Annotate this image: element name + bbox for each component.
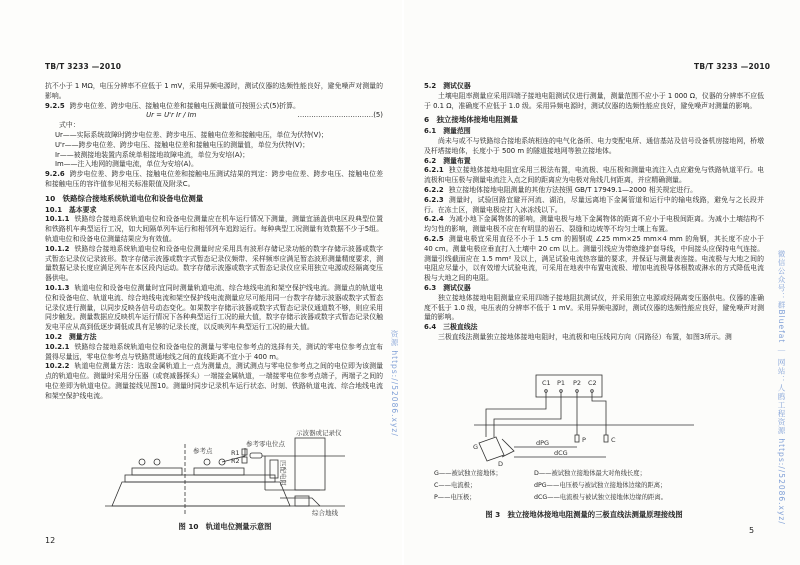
clause-text: 铁路综合接地系统轨道电位和设备电位测量时应采用具有波形存储记录功能的数字存储示波器或数字式暂态记录仪记录波形。数字存储示波器或数字式暂态记录仪频带、采样频率应满足暂态波形测量精度要求，测量数据记录长度应满足列车在本区段内运动。数字存储示波器或数字式暂态记录仪应采用独立电源或经隔离变压器供电。 — [45, 244, 383, 283]
clause-number: 10.1.2 — [45, 244, 70, 253]
clause-number: 6.2.4 — [424, 215, 444, 224]
legend-item: dPG——电压极与被试独立接地体边缘的距离； — [534, 482, 667, 489]
clause-number: 9.2.5 — [45, 101, 65, 110]
clause-number: 9.2.6 — [45, 170, 65, 179]
figure-legend-left — [434, 468, 502, 504]
clause-number: 10.2.1 — [45, 342, 70, 351]
definition-item: Im——注入地网的测量电流，单位为安培(A)。 — [55, 160, 198, 169]
clause-number: 6.2.2 — [424, 185, 444, 194]
terminal-p2: P2 — [573, 379, 582, 387]
clause-number: 10.1.1 — [45, 215, 70, 224]
formula-number: ……………………………(5) — [297, 111, 383, 120]
paragraph: 独立接地体接地电阻测量应采用四端子接地阻抗测试仪，并采用独立电源或经隔离变压器供电。仪器的准确度不低于 1.0 级，电压表的分辨率不低于 1 mV。采用异频电源时，测试仪器的选频性能应良好，避免噪声对测量的影响。 — [424, 293, 764, 322]
three-pole-diagram — [474, 375, 704, 467]
right-page — [404, 0, 800, 565]
section-heading: 10.1 基本要求 — [45, 205, 97, 214]
figure-3-caption: 图 3 独立接地体接地电阻测量的三极直线法测量原理接线图 — [485, 510, 683, 519]
label-r1: R1 — [231, 449, 240, 457]
where-label: 式中： — [59, 121, 80, 130]
clause-text: 测量时，试验回路宜避开河流、湖泊，尽量远离地下金属管道和运行中的输电线路，避免与之长段并行。在冻土区，测量电极应打入冰冻线以下。 — [424, 195, 764, 214]
label-ref-zero: 参考零电位点 — [246, 440, 285, 448]
paragraph: 三极直线法测量独立接地体接地电阻时，电流极和电压线同方向（同路径）布置，如图3所示。测 — [438, 332, 732, 341]
clause-text: 铁路综合接地系统轨道电位和设备电位的测量与零电位参考点的选择有关，测试的零电位参考点宜布置得尽量远，零电位参考点与铁路贯通地线之间的直线距离不宜小于 400 m。 — [45, 342, 383, 361]
clause-text: 跨步电位差、跨步电压、接触电位差和接触电压测试结果的判定：跨步电位差、跨步电压、接触电位差和接触电压的容许值参见相关标准限值及附录C。 — [45, 170, 383, 188]
label-ref-point: 参考点 — [193, 447, 213, 455]
continued-paragraph: 抗不小于 1 MΩ，电压分辨率不应低于 1 mV，采用异频电源时，测试仪器的选频性能良好，避免噪声对测量的影响。 — [45, 82, 383, 100]
clause-text: 独立接地体接地电阻测量的其他方法按照 GB/T 17949.1—2000 相关规定进行。 — [448, 185, 697, 194]
clause-text: 轨道电位和设备电位测量时宜同时测量轨道电流、综合地线电流和架空保护线电流。测量点的轨道电位和设备电位、轨道电流、综合地线电流和架空保护线电流测量应尽可能用同一台数字存储示波器或数字式暂态记录仪进行测量，以同步反映各信号动态变化。如果数字存储示波器或数字式暂态记录仪通道数不够，则应采用同步触发。测量数据应反映机车运行情况下各种典型运行工况的最大值，数字存储示波器或数字式暂态记录仪触发电平应从高到低逐步调低或具有足够的记录长度，以反映列车典型运行工况的最大值。 — [45, 283, 383, 332]
section-heading: 6.1 测量范围 — [424, 127, 471, 136]
chapter-heading: 6 独立接地体接地电阻测量 — [424, 115, 518, 125]
clause-text: 轨道电位测量方法：选取金属轨道上一点为测量点，测试测点与零电位参考点之间的电位即为该测量点的轨道电位。测量时采用分压器（或衰减器探头）一端接金属轨道，一端接零电位参考点端子，两端子之间的电位差即为轨道电位。测量接线见图10。测量时同步记录机车运行状态、时刻、铁路轨道电流、综合地线电流和架空保护线电流。 — [45, 362, 383, 400]
page-number: 5 — [749, 526, 755, 535]
section-heading: 6.4 三极直线法 — [424, 323, 478, 332]
standard-header: TB/T 3233 —2010 — [694, 62, 771, 71]
formula — [45, 111, 383, 121]
track-potential-diagram — [100, 428, 360, 520]
watermark-right: 微信公众号：群Bluefat ｜ 网站：人鸥工程资源 https://52086.xyz/ — [777, 250, 786, 525]
figure-10-caption: 图 10 轨道电位测量示意图 — [178, 522, 272, 531]
paragraph: 土壤电阻率测量应采用四端子接地电阻测试仪进行测量，测量范围不应小于 1 000 Ω，仪器的分辨率不应低于 0.1 Ω，准确度不应低于 1.0 级。采用异频电源时，测试仪器的选频性能应良好，避免噪声对测量的影响。 — [424, 91, 764, 110]
section-5-6-text — [424, 82, 764, 343]
clause-number: 6.2.1 — [424, 166, 444, 175]
legend-item: C——电流极； — [434, 482, 477, 489]
clause-text: 为减小地下金属物体的影响，测量电极与地下金属物体的距离不应小于电极间距离。为减小土壤结构不均匀性的影响，测量电极不应在有明显的岩石、裂缝和边坡等不均匀土壤上布置。 — [424, 215, 764, 234]
label-dcg: dCG — [554, 449, 568, 457]
clause-number: 10.2.2 — [45, 362, 70, 371]
paragraph: 尚未与或不与铁路综合接地系统相连的电气化备所、电力变配电所、通信基站及信号设备机房接地网，桥墩及杆塔接地体，长度小于 500 m 的隧道接地网等独立接地体。 — [424, 136, 764, 155]
label-r2: R2 — [231, 457, 240, 465]
legend-item: G——被试独立接地体； — [434, 470, 502, 477]
clause-text: 独立接地体接地电阻宜采用三极法布置，电流极、电压极和测量电流注入点应避免与铁路轨道平行。电流极和电压极与测量电流注入点之间的距离应为电极对角线几何距离，并应精确测量。 — [424, 166, 764, 185]
legend-item: dCG——电流极与被试独立接地体边缘的距离。 — [534, 494, 667, 501]
standard-header: TB/T 3233 —2010 — [45, 62, 122, 71]
clause-number: 6.2.3 — [424, 195, 444, 204]
label-divider: 匹配电阻 — [279, 460, 287, 486]
clause-text: 跨步电位差、跨步电压、接触电位差和接触电压测量值可按照公式(5)折算。 — [69, 101, 300, 110]
label-c: C — [611, 436, 616, 444]
legend-item: P——电压极； — [434, 494, 476, 501]
clause-text: 测量电极宜采用直径不小于 1.5 cm 的圆钢或 ∠25 mm×25 mm×4 mm 的角钢，其长度不应小于 40 cm。测量电极应垂直打入土壤中 20 cm 以上。测量引线应为带绝缘护套导线，中间接头应保持电气连接。测量引线截面应在 1.5 mm² 及以上，满足试验电流热容量的要求，并保证与测量表连接。电流极与大地之间的电阻应尽量小，以有效增大试验电流，可采用在地表中布置电流极、增加电流极导体根数或淋水的方式降低电流极与大地之间的电阻。 — [424, 234, 764, 283]
definition-item: U'r——跨步电位差、跨步电压、接触电位差和接触电压的测量值，单位为伏特(V)； — [55, 140, 310, 149]
definition-item: Ir——被测接地装置内系统单相接地故障电流，单位为安培(A)； — [55, 150, 250, 159]
label-scope: 示波器或记录仪 — [296, 429, 342, 437]
section-9-text — [45, 82, 383, 402]
terminal-c2: C2 — [588, 379, 597, 387]
clause-number: 10.1.3 — [45, 283, 70, 292]
terminal-c1: C1 — [542, 379, 551, 387]
label-dpg: dPG — [536, 439, 550, 447]
watermark-gutter: 资源 https://52086.xyz/ — [390, 330, 399, 437]
clause-text: 铁路综合接地系统轨道电位和设备电位测量应在机车运行情况下测量，测量宜涵盖供电区段典型位置和铁路机车典型运行工况，如大间隔单列车运行和相邻列车追踪运行。每种典型工况测量有效数据不少于5组。轨道电位和设备电位测量结果应为有效值。 — [45, 215, 383, 243]
section-heading: 10.2 测量方法 — [45, 332, 97, 341]
figure-legend-right — [534, 468, 667, 504]
clause-number: 6.2.5 — [424, 234, 444, 243]
formula-expression: Ur = U'r Ir / Im — [146, 111, 197, 120]
terminal-p1: P1 — [557, 379, 566, 387]
section-heading: 5.2 测试仪器 — [424, 82, 471, 90]
legend-item: D——被试独立接地体最大对角线长度； — [534, 470, 646, 477]
label-d: D — [498, 460, 504, 468]
label-p: P — [582, 436, 586, 444]
label-g: G — [473, 443, 479, 451]
chapter-heading: 10 铁路综合接地系统轨道电位和设备电位测量 — [45, 193, 204, 203]
label-ground: 综合地线 — [312, 509, 338, 517]
section-heading: 6.2 测量布置 — [424, 156, 471, 165]
section-heading: 6.3 测试仪器 — [424, 283, 471, 292]
definition-item: Ur——实际系统故障时跨步电位差、跨步电压、接触电位差和接触电压，单位为伏特(V)； — [55, 130, 328, 139]
page-number: 12 — [45, 536, 56, 545]
